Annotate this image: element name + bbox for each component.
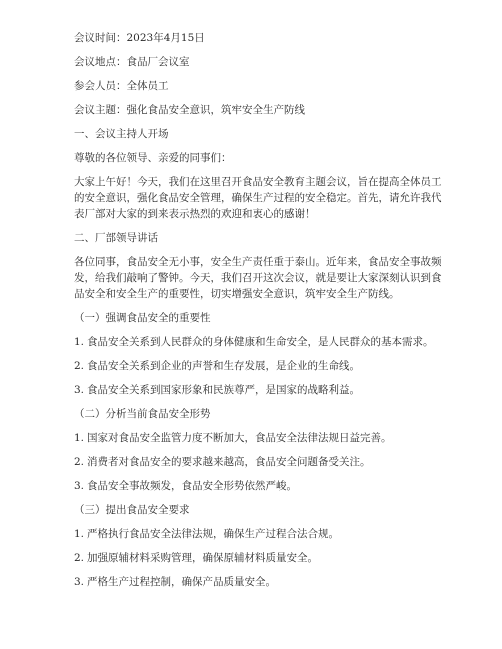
document-body <box>74 26 446 590</box>
list-item <box>74 526 446 542</box>
list-item-number: 1. <box>74 432 85 444</box>
meeting-theme: 会议主题：强化食品安全意识，筑牢安全生产防线 <box>74 104 305 116</box>
list-item-number: 2. <box>74 456 85 468</box>
section-heading: 二、厂部领导讲话 <box>74 232 158 244</box>
list-item <box>74 550 446 566</box>
section-heading: 一、会议主持人开场 <box>74 128 169 140</box>
list-item <box>74 382 446 398</box>
list-item-number: 1. <box>74 336 85 348</box>
meeting-location: 会议地点：食品厂会议室 <box>74 56 190 68</box>
list-item-number: 1. <box>74 528 85 540</box>
list-item-text: 国家对食品安全监管力度不断加大，食品安全法律法规日益完善。 <box>87 432 392 444</box>
list-item-number: 3. <box>74 576 85 588</box>
list-item-text: 严格生产过程控制，确保产品质量安全。 <box>87 576 276 588</box>
subsection-heading: （二）分析当前食品安全形势 <box>74 408 211 420</box>
list-item-text: 消费者对食品安全的要求越来越高，食品安全问题备受关注。 <box>87 456 371 468</box>
list-item <box>74 574 446 590</box>
list-item <box>74 430 446 446</box>
opening-paragraph: 大家上午好！今天，我们在这里召开食品安全教育主题会议，旨在提高全体员工的安全意识，强化食品安全管理，确保生产过程的安全稳定。首先，请允许我代表厂部对大家的到来表示热烈的欢迎和衷心的感谢！ <box>74 176 442 220</box>
list-item-number: 3. <box>74 384 85 396</box>
list-item-text: 食品安全关系到企业的声誉和生存发展，是企业的生命线。 <box>87 360 360 372</box>
list-item-text: 食品安全关系到国家形象和民族尊严，是国家的战略利益。 <box>87 384 360 396</box>
greeting: 尊敬的各位领导、亲爱的同事们： <box>74 152 232 164</box>
list-item-number: 2. <box>74 360 85 372</box>
list-item-number: 3. <box>74 480 85 492</box>
list-item <box>74 478 446 494</box>
list-item <box>74 358 446 374</box>
list-item-text: 加强原辅材料采购管理，确保原辅材料质量安全。 <box>87 552 318 564</box>
meeting-attendees: 参会人员：全体员工 <box>74 80 169 92</box>
list-item-text: 严格执行食品安全法律法规，确保生产过程合法合规。 <box>87 528 339 540</box>
subsection-heading: （三）提出食品安全要求 <box>74 504 190 516</box>
subsection-heading: （一）强调食品安全的重要性 <box>74 312 211 324</box>
list-item-number: 2. <box>74 552 85 564</box>
list-item <box>74 334 446 350</box>
meeting-time: 会议时间：2023年4月15日 <box>74 32 205 44</box>
speech-paragraph: 各位同事，食品安全无小事，安全生产责任重于泰山。近年来，食品安全事故频发，给我们敲响了警钟。今天，我们召开这次会议，就是要让大家深刻认识到食品安全和安全生产的重要性，切实增强安全意识，筑牢安全生产防线。 <box>74 256 442 300</box>
list-item-text: 食品安全事故频发，食品安全形势依然严峻。 <box>87 480 297 492</box>
list-item <box>74 454 446 470</box>
list-item-text: 食品安全关系到人民群众的身体健康和生命安全，是人民群众的基本需求。 <box>87 336 434 348</box>
